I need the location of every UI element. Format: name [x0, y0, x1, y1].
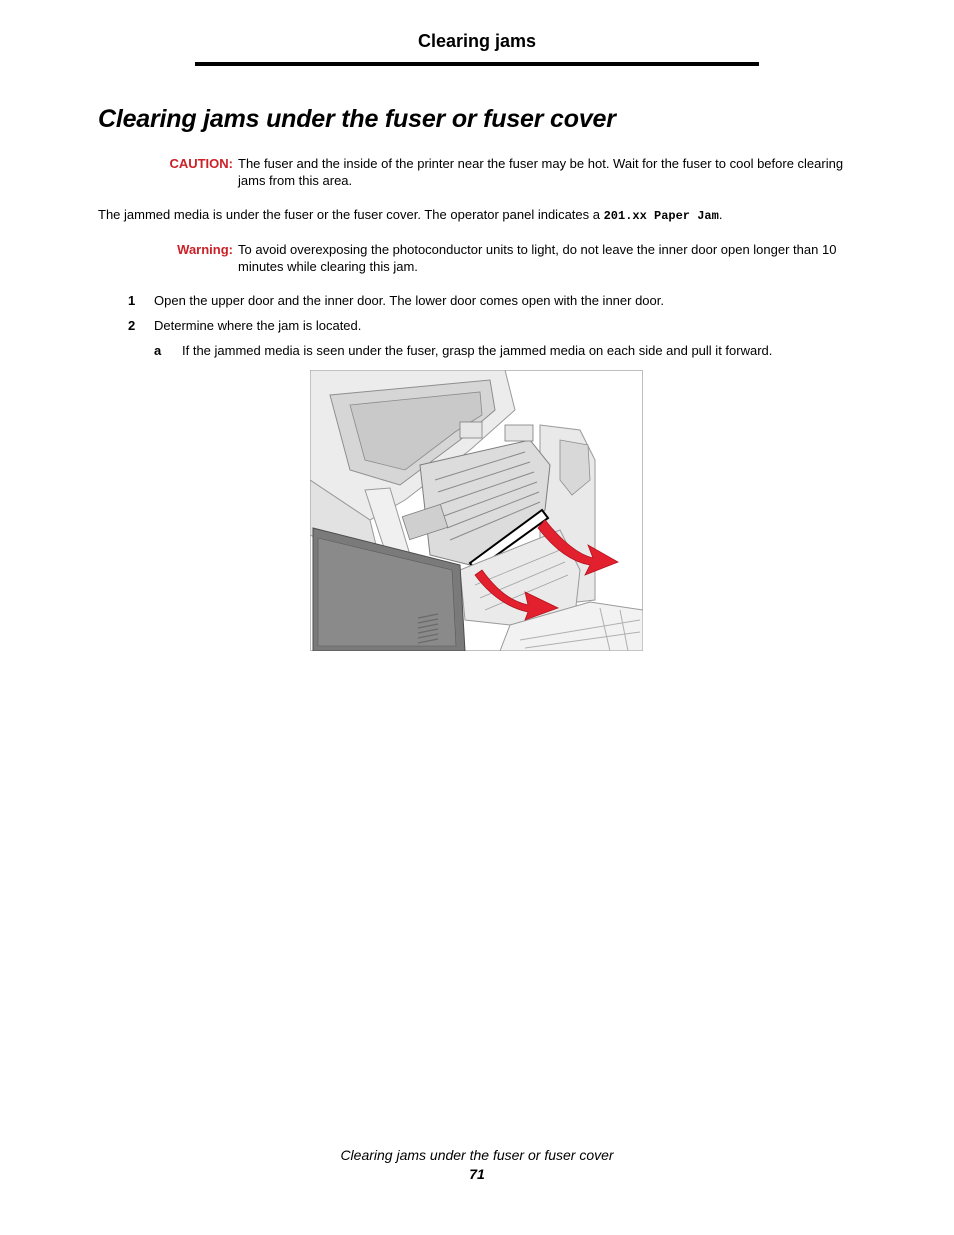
caution-text: The fuser and the inside of the printer near the fuser may be hot. Wait for the fuser to cool before clearing jams from this area. [238, 156, 844, 188]
warning-label: Warning: [177, 242, 233, 257]
intro-text: The jammed media is under the fuser or the fuser cover. The operator panel indicates a [98, 207, 604, 222]
step-number: 1 [128, 293, 136, 308]
substep-text: If the jammed media is seen under the fuser, grasp the jammed media on each side and pull it forward. [182, 343, 773, 358]
substep-letter: a [154, 343, 162, 358]
caution-label: CAUTION: [169, 156, 233, 171]
intro-paragraph [98, 206, 858, 225]
page-number: 71 [469, 1166, 485, 1182]
header-rule [195, 62, 759, 66]
running-header: Clearing jams [417, 31, 537, 51]
step-number: 2 [128, 318, 136, 333]
printer-fuser-illustration [310, 370, 643, 651]
step-text: Open the upper door and the inner door. The lower door comes open with the inner door. [154, 293, 664, 308]
section-title: Clearing jams under the fuser or fuser cover [98, 105, 616, 133]
error-code: 201.xx Paper Jam [603, 209, 719, 223]
step-text: Determine where the jam is located. [154, 318, 362, 333]
intro-period: . [718, 207, 723, 222]
warning-text: To avoid overexposing the photoconductor units to light, do not leave the inner door open longer than 10 minutes while clearing this jam. [238, 242, 837, 274]
footer-title: Clearing jams under the fuser or fuser cover [340, 1147, 614, 1163]
printer-illustration-svg [310, 370, 643, 651]
